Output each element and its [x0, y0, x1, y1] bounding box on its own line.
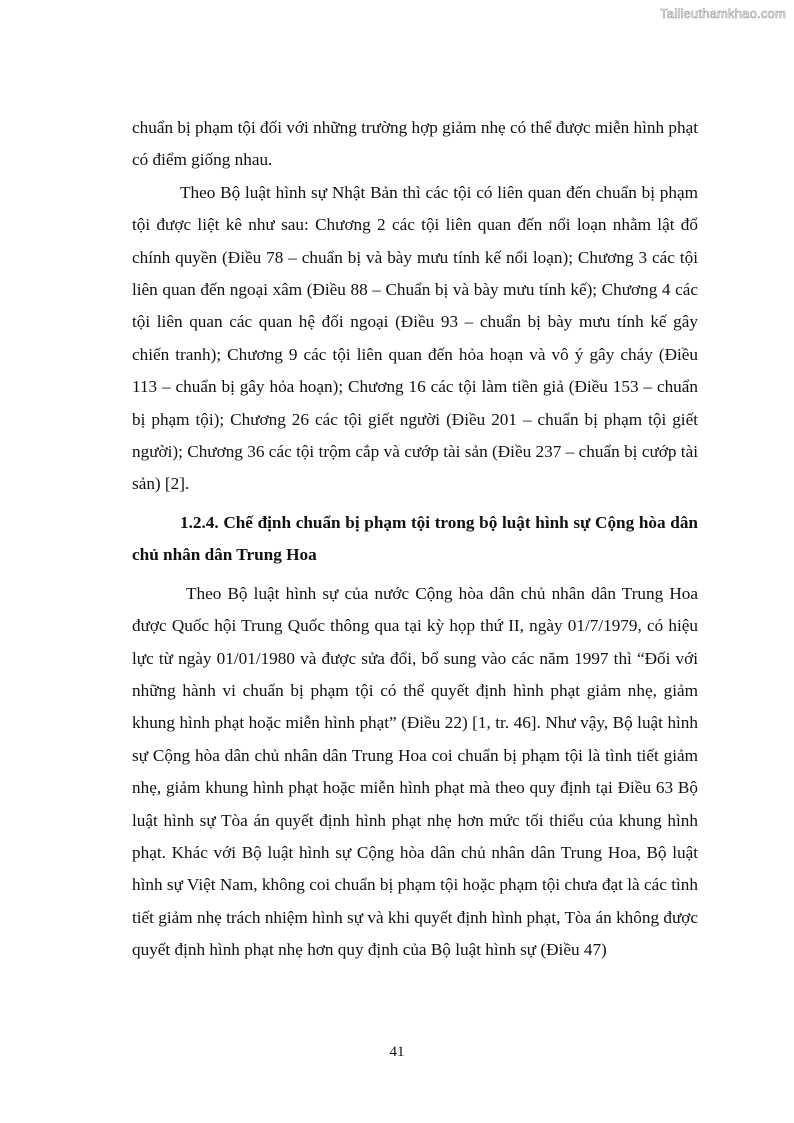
page-number: 41: [389, 1044, 405, 1060]
paragraph-china-criminal-code: Theo Bộ luật hình sự của nước Cộng hòa dân chủ nhân dân Trung Hoa được Quốc hội Trung Quốc thông qua tại kỳ họp thứ II, ngày 01/7/1979, có hiệu lực từ ngày 01/01/1980 và được sửa đổi, bổ sung vào các năm 1997 thì “Đối với những hành vi chuẩn bị phạm tội có thể quyết định hình phạt giảm nhẹ, giảm khung hình phạt hoặc miễn hình phạt” (Điều 22) [1, tr. 46]. Như vậy, Bộ luật hình sự Cộng hòa dân chủ nhân dân Trung Hoa coi chuẩn bị phạm tội là tình tiết giảm nhẹ, giảm khung hình phạt hoặc miễn hình phạt mà theo quy định tại Điều 63 Bộ luật hình sự Tòa án quyết định hình phạt nhẹ hơn mức tối thiểu của khung hình phạt. Khác với Bộ luật hình sự Cộng hòa dân chủ nhân dân Trung Hoa, Bộ luật hình sự Việt Nam, không coi chuẩn bị phạm tội hoặc phạm tội chưa đạt là các tình tiết giảm nhẹ trách nhiệm hình sự và khi quyết định hình phạt, Tòa án không được quyết định hình phạt nhẹ hơn quy định của Bộ luật hình sự (Điều 47): [132, 583, 698, 960]
section-heading: 1.2.4. Chế định chuẩn bị phạm tội trong bộ luật hình sự Cộng hòa dân chủ nhân dân Trung Hoa: [132, 512, 698, 565]
page-body: [132, 112, 698, 967]
watermark: Tailieuthamkhao.com: [660, 6, 786, 21]
paragraph-continuation: chuẩn bị phạm tội đối với những trường hợp giảm nhẹ có thể được miễn hình phạt có điểm giống nhau.: [132, 118, 698, 170]
paragraph-japan-criminal-code: Theo Bộ luật hình sự Nhật Bản thì các tội có liên quan đến chuẩn bị phạm tội được liệt kê như sau: Chương 2 các tội liên quan đến nổi loạn nhằm lật đổ chính quyền (Điều 78 – chuẩn bị và bày mưu tính kế nổi loạn); Chương 3 các tội liên quan đến ngoại xâm (Điều 88 – Chuẩn bị và bày mưu tính kế); Chương 4 các tội liên quan các quan hệ đối ngoại (Điều 93 – chuẩn bị bày mưu tính kế gây chiến tranh); Chương 9 các tội liên quan đến hỏa hoạn và vô ý gây cháy (Điều 113 – chuẩn bị gây hỏa hoạn); Chương 16 các tội làm tiền giả (Điều 153 – chuẩn bị phạm tội); Chương 26 các tội giết người (Điều 201 – chuẩn bị phạm tội giết người); Chương 36 các tội trộm cắp và cướp tài sản (Điều 237 – chuẩn bị cướp tài sản) [2].: [132, 182, 698, 494]
